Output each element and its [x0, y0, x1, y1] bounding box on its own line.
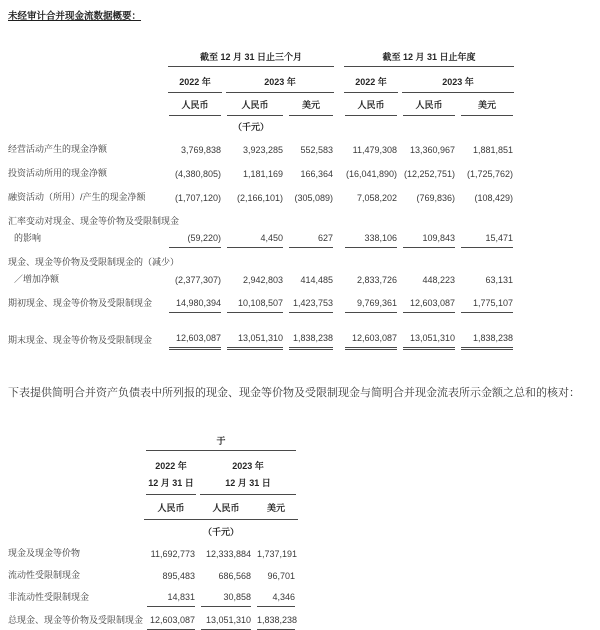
currency-header: 人民币 [345, 93, 397, 116]
value-cell: 13,051,310 [201, 609, 251, 630]
value-cell: 10,108,507 [227, 291, 283, 313]
row-label: 现金、现金等价物及受限制现金的（减少） [8, 257, 180, 267]
value-cell: 12,333,884 [205, 549, 251, 559]
table-row [8, 563, 298, 585]
row-label: 非流动性受限制现金 [8, 592, 90, 602]
period-group-header-row [8, 424, 298, 451]
row-label-continued: 的影响 [14, 233, 42, 243]
value-cell: 1,423,753 [289, 291, 333, 313]
row-label: 融资活动（所用）/产生的现金净额 [8, 192, 146, 202]
currency-header: 人民币 [227, 93, 283, 116]
value-cell: (4,380,805) [174, 169, 221, 179]
value-cell: 14,980,394 [169, 291, 221, 313]
table-row [8, 135, 516, 159]
row-label: 经营活动产生的现金净额 [8, 144, 108, 154]
currency-header: 美元 [289, 93, 333, 116]
table-row [8, 289, 516, 313]
value-cell: 96,701 [267, 571, 296, 581]
row-label: 汇率变动对现金、现金等价物及受限制现金 [8, 216, 180, 226]
row-label: 期初现金、现金等价物及受限制现金 [8, 298, 153, 308]
value-cell: 9,769,361 [345, 291, 397, 313]
row-label: 总现金、现金等价物及受限制现金 [8, 615, 144, 625]
value-cell: (108,429) [474, 193, 513, 203]
table-row [8, 183, 516, 207]
year-header: 2023 年 [226, 67, 334, 93]
value-cell: 895,483 [162, 571, 195, 581]
value-cell: 11,479,308 [352, 145, 397, 155]
table-row [8, 248, 516, 268]
year-header: 2022 年 [168, 67, 222, 93]
currency-header: 人民币 [403, 93, 455, 116]
currency-header: 人民币 [169, 93, 221, 116]
table-row [8, 268, 516, 289]
value-cell: (1,725,762) [466, 169, 513, 179]
value-cell: 15,471 [461, 229, 513, 248]
value-cell: 12,603,087 [169, 313, 221, 350]
value-cell: (769,836) [416, 193, 455, 203]
value-cell: 1,775,107 [461, 291, 513, 313]
value-cell: 448,223 [422, 275, 455, 285]
currency-header-row [8, 93, 516, 116]
value-cell: 7,058,202 [356, 193, 397, 203]
period-group-header-annual: 截至 12 月 31 日止年度 [344, 44, 514, 67]
value-cell: 13,051,310 [227, 313, 283, 350]
table-row-total [8, 607, 298, 630]
value-cell: (12,252,751) [403, 169, 455, 179]
table-row [8, 227, 516, 248]
currency-header: 美元 [461, 93, 513, 116]
currency-header: 美元 [267, 503, 286, 513]
value-cell: 686,568 [218, 571, 251, 581]
unit-note-row [8, 520, 298, 542]
currency-header-row [8, 495, 298, 520]
value-cell: 14,831 [147, 587, 195, 607]
value-cell: 1,737,191 [257, 549, 298, 559]
year-header: 2023 年 [232, 461, 264, 471]
year-header: 2023 年 [402, 67, 514, 93]
value-cell: 3,769,838 [180, 145, 221, 155]
value-cell: 3,923,285 [242, 145, 283, 155]
year-header: 2022 年 [344, 67, 398, 93]
value-cell: 627 [289, 229, 333, 248]
value-cell: 12,603,087 [345, 313, 397, 350]
period-group-header-row [8, 44, 516, 67]
value-cell: 13,360,967 [409, 145, 455, 155]
value-cell: (1,707,120) [174, 193, 221, 203]
reconciliation-table [8, 424, 298, 630]
value-cell: 552,583 [300, 145, 333, 155]
value-cell: (16,041,890) [345, 169, 397, 179]
table-row-total [8, 313, 516, 350]
value-cell: 2,942,803 [242, 275, 283, 285]
unit-note-row [8, 116, 516, 135]
value-cell: 12,603,087 [147, 609, 195, 630]
value-cell: 2,833,726 [356, 275, 397, 285]
value-cell: 63,131 [485, 275, 513, 285]
row-label-continued: ／增加净额 [14, 274, 60, 284]
row-label: 现金及现金等价物 [8, 548, 81, 558]
date-header: 12 月 31 日 [200, 472, 296, 495]
value-cell: (2,166,101) [236, 193, 283, 203]
value-cell: (2,377,307) [174, 275, 221, 285]
value-cell: 30,858 [201, 587, 251, 607]
value-cell: 4,346 [257, 587, 295, 607]
currency-header: 人民币 [157, 503, 185, 513]
value-cell: (305,089) [294, 193, 333, 203]
value-cell: 338,106 [345, 229, 397, 248]
cashflow-summary-table [8, 44, 516, 350]
year-header-row [8, 67, 516, 93]
reconciliation-intro: 下表提供简明合并资产负债表中所列报的现金、现金等价物及受限制现金与简明合并现金流表所示金额之总和的核对： [8, 387, 580, 399]
year-header-row [8, 451, 298, 472]
value-cell: 109,843 [403, 229, 455, 248]
table-row [8, 585, 298, 607]
row-label: 投资活动所用的现金净额 [8, 168, 108, 178]
year-header: 2022 年 [155, 461, 187, 471]
row-label: 流动性受限制现金 [8, 570, 81, 580]
value-cell: 4,450 [227, 229, 283, 248]
currency-header: 人民币 [212, 503, 240, 513]
unit-note: （千元） [232, 122, 269, 132]
period-group-header-asof: 于 [146, 424, 296, 451]
table-row [8, 159, 516, 183]
value-cell: 1,838,238 [289, 313, 333, 350]
row-label: 期末现金、现金等价物及受限制现金 [8, 335, 153, 345]
value-cell: 1,181,169 [242, 169, 283, 179]
report-title: 未经审计合并现金流数据概要： [8, 11, 142, 22]
value-cell: (59,220) [169, 229, 221, 248]
value-cell: 414,485 [300, 275, 333, 285]
value-cell: 1,838,238 [461, 313, 513, 350]
date-header-row [8, 472, 298, 495]
value-cell: 13,051,310 [403, 313, 455, 350]
period-group-header-quarter: 截至 12 月 31 日止三个月 [168, 44, 334, 67]
value-cell: 12,603,087 [403, 291, 455, 313]
date-header: 12 月 31 日 [146, 472, 196, 495]
value-cell: 1,838,238 [257, 609, 295, 630]
value-cell: 1,881,851 [472, 145, 513, 155]
table-row [8, 541, 298, 563]
value-cell: 11,692,773 [150, 549, 195, 559]
table-row [8, 207, 516, 227]
value-cell: 166,364 [300, 169, 333, 179]
unit-note: （千元） [203, 527, 240, 537]
